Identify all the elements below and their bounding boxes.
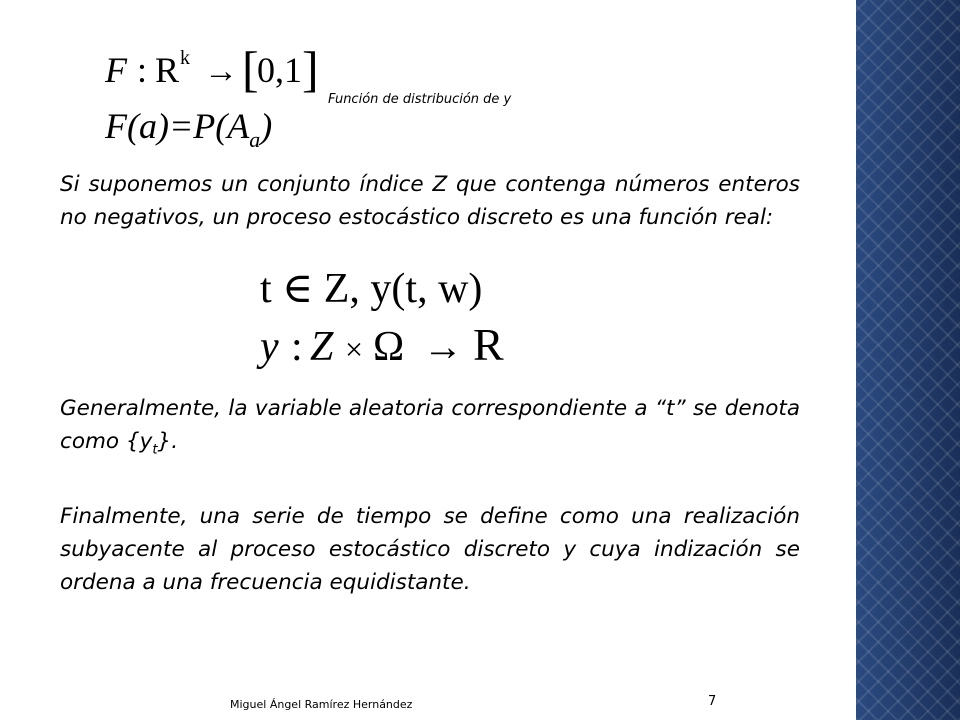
formula-omega-symbol: Ω bbox=[373, 324, 405, 370]
formula-times-symbol: × bbox=[345, 331, 364, 367]
formula-y-colon: : bbox=[291, 324, 303, 370]
formula-f-mapping bbox=[100, 42, 325, 94]
formula-z-symbol: Z bbox=[310, 324, 334, 370]
formula-subscript-a: a bbox=[249, 127, 261, 152]
subscript-t: t bbox=[152, 442, 158, 458]
footer-author: Miguel Ángel Ramírez Hernández bbox=[230, 698, 413, 711]
decorative-side-panel bbox=[856, 0, 960, 720]
formula-symbol-F: F bbox=[105, 50, 127, 90]
paragraph-process-definition: Si suponemos un conjunto índice Z que contenga números enteros no negativos, un proceso estocástico discreto es una función real: bbox=[60, 172, 800, 230]
formula-caption: Función de distribución de y bbox=[328, 92, 512, 107]
formula-left-bracket: [ bbox=[242, 42, 259, 94]
formula-y-arrow: → bbox=[423, 324, 463, 369]
formula-superscript-k: k bbox=[180, 47, 190, 69]
page-number: 7 bbox=[708, 694, 717, 709]
formula-interval: 0,1 bbox=[257, 50, 302, 90]
formula-colon: : bbox=[137, 50, 148, 90]
formula-f-of-a: $F(a)=P(A_a)$ bbox=[105, 106, 273, 152]
formula-right-bracket: ] bbox=[302, 42, 319, 94]
formula-t-in-z-text: t ∈ Z, y(t, w) bbox=[260, 266, 483, 312]
formula-r-symbol: R bbox=[473, 319, 504, 370]
formula-arrow: → bbox=[204, 53, 238, 90]
formula-t-in-z bbox=[255, 262, 515, 314]
paragraph-random-variable: Generalmente, la variable aleatoria correspondiente a “t” se denota como $\{y_t\}$. bbox=[60, 396, 800, 458]
formula-y-symbol: y bbox=[260, 324, 279, 370]
paragraph-time-series: Finalmente, una serie de tiempo se define como una realización subyacente al proceso estocástico discreto y cuya indización se ordena a una frecuencia equidistante. bbox=[60, 504, 800, 595]
formula-f-definition bbox=[100, 102, 315, 154]
formula-y-mapping bbox=[255, 318, 525, 374]
formula-symbol-R: R bbox=[155, 50, 180, 90]
